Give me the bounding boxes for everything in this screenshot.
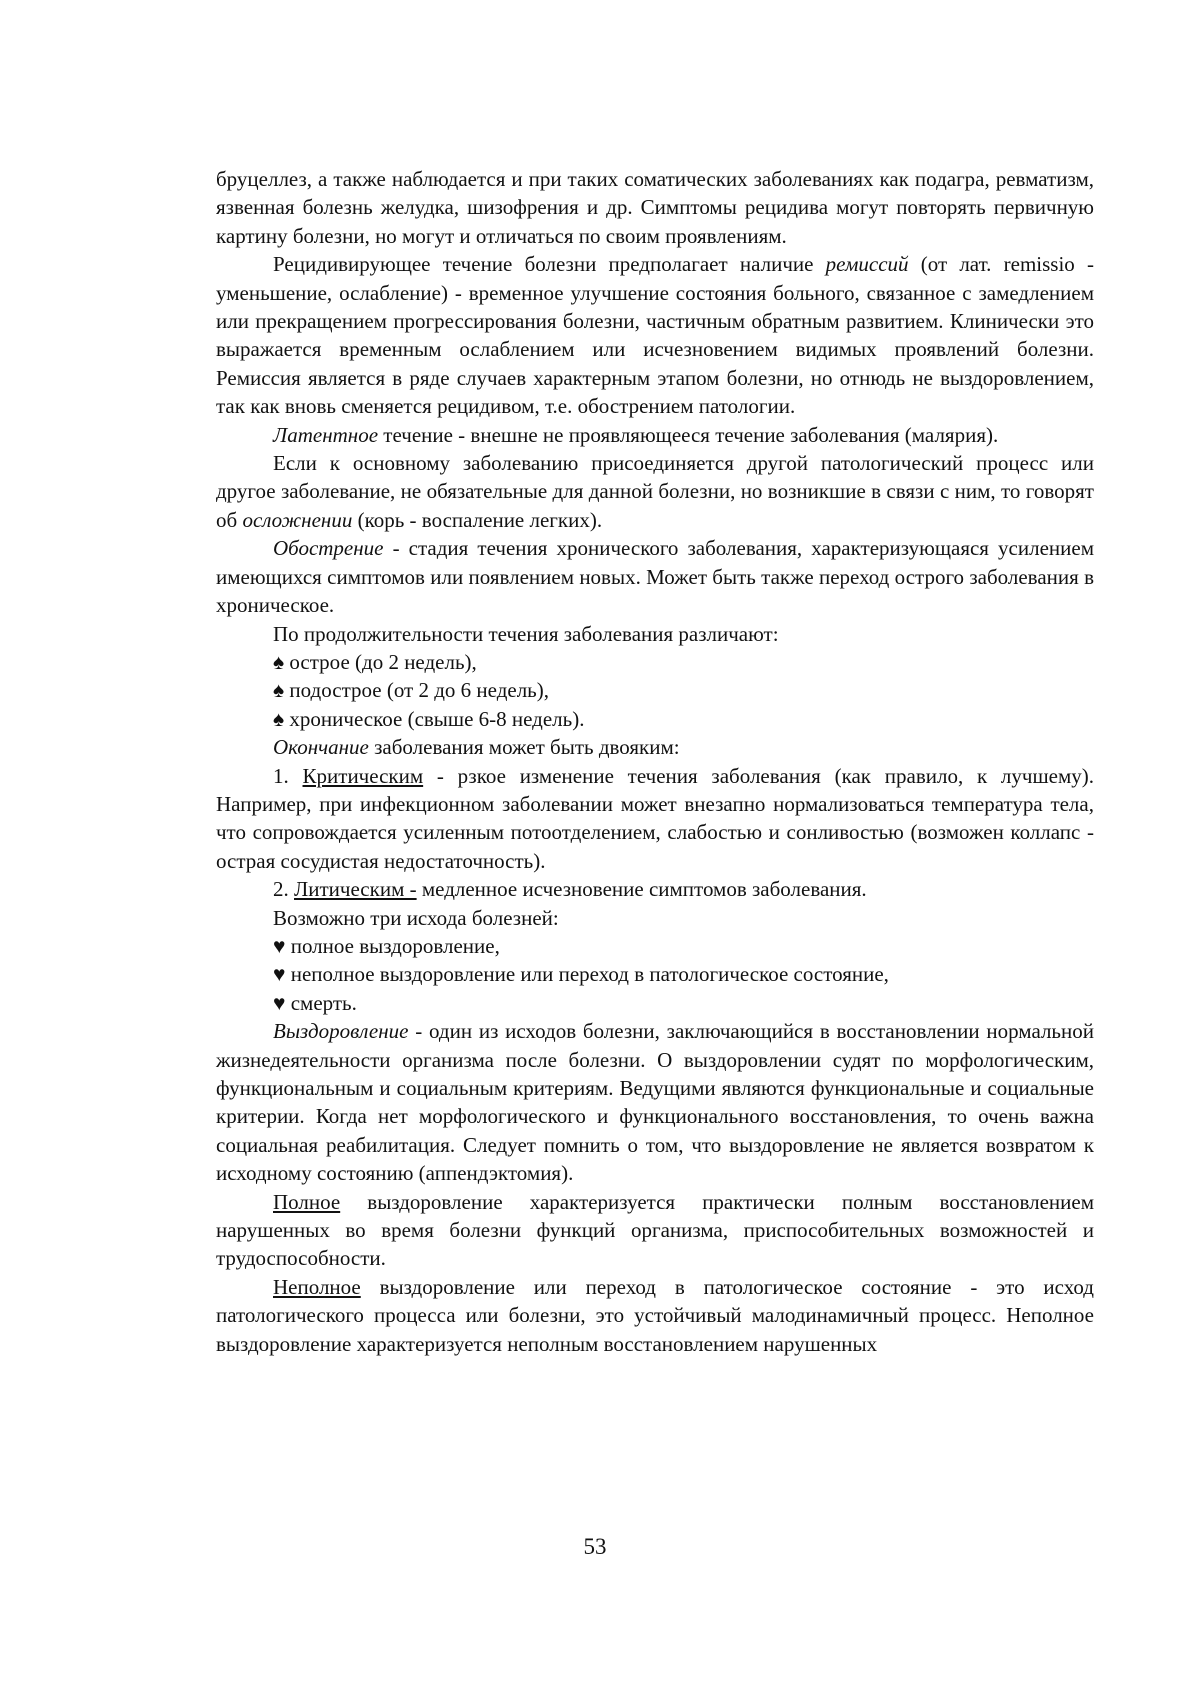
- paragraph-relapse-end: бруцеллез, а также наблюдается и при таких соматических заболеваниях как подагра, ревматизм, язвенная болезнь желудка, шизофрения и др. Симптомы рецидива могут повторять первичную картину болезни, но могут и отличаться по своим проявлениям.: [216, 167, 1094, 248]
- term-ending: Окончание: [273, 735, 369, 760]
- list-item-duration: ♠ подострое (от 2 до 6 недель),: [273, 678, 549, 703]
- term-latent: Латентное: [273, 422, 379, 447]
- paragraph-latent: Латентное течение - внешне не проявляющееся течение заболевания (малярия).: [273, 422, 999, 447]
- list-item-duration: ♠ острое (до 2 недель),: [273, 649, 477, 674]
- paragraph-exacerbation: Обострение - стадия течения хронического заболевания, характеризующаяся усилением имеющихся симптомов или появлением новых. Может быть также переход острого заболевания в хроническое.: [216, 536, 1094, 618]
- paragraph-outcomes-intro: Возможно три исхода болезней:: [273, 905, 559, 930]
- paragraph-remission: Рецидивирующее течение болезни предполагает наличие ремиссий (от лат. remissio - уменьшение, ослабление) - временное улучшение состояния больного, связанное с замедлением или прекращением прогрессирования болезни, частичным обратным развитием. Клинически это выражается временным ослаблением или исчезновением видимых проявлений болезни. Ремиссия является в ряде случаев характерным этапом болезни, но отнюдь не выздоровлением, так как вновь сменяется рецидивом, т.е. обострением патологии.: [216, 252, 1094, 419]
- term-critical: Критическим: [302, 763, 424, 788]
- list-item-outcome: ♥ неполное выздоровление или переход в патологическое состояние,: [273, 962, 889, 987]
- list-item-duration: ♠ хроническое (свыше 6-8 недель).: [273, 706, 585, 731]
- paragraph-lytic: 2. Литическим - медленное исчезновение симптомов заболевания.: [273, 877, 867, 902]
- document-body: [216, 165, 1094, 1358]
- paragraph-incomplete-recovery: Неполное выздоровление или переход в патологическое состояние - это исход патологического процесса или болезни, это устойчивый малодинамичный процесс. Неполное выздоровление характеризуется неполным восстановлением нарушенных: [216, 1274, 1094, 1356]
- paragraph-critical: 1. Критическим - рзкое изменение течения заболевания (как правило, к лучшему). Например, при инфекционном заболевании может внезапно нормализоваться температура тела, что сопровождается усиленным потоотделением, слабостью и сонливостью (возможен коллапс - острая сосудистая недостаточность).: [216, 763, 1095, 873]
- paragraph-ending: Окончание заболевания может быть двояким:: [273, 735, 680, 760]
- term-lytic: Литическим -: [294, 877, 417, 902]
- term-incomplete: Неполное: [273, 1274, 361, 1299]
- paragraph-full-recovery: Полное выздоровление характеризуется практически полным восстановлением нарушенных во время болезни функций организма, приспособительных возможностей и трудоспособности.: [216, 1189, 1094, 1271]
- term-full: Полное: [273, 1189, 341, 1214]
- term-recovery: Выздоровление: [273, 1019, 409, 1044]
- paragraph-duration-intro: По продолжительности течения заболевания различают:: [273, 621, 779, 646]
- paragraph-recovery: Выздоровление - один из исходов болезни, заключающийся в восстановлении нормальной жизнедеятельности организма после болезни. О выздоровлении судят по морфологическим, функциональным и социальным критериям. Ведущими являются функциональные и социальные критерии. Когда нет морфологического и функционального восстановления, то очень важна социальная реабилитация. Следует помнить о том, что выздоровление не является возвратом к исходному состоянию (аппендэктомия).: [216, 1019, 1094, 1186]
- page-number: 53: [583, 1534, 607, 1559]
- list-item-outcome: ♥ смерть.: [273, 990, 357, 1015]
- term-remission: ремиссий: [825, 252, 909, 277]
- term-complication: осложнении: [242, 507, 353, 532]
- list-item-outcome: ♥ полное выздоровление,: [273, 933, 500, 958]
- term-exacerbation: Обострение: [273, 536, 384, 561]
- paragraph-complication: Если к основному заболеванию присоединяется другой патологический процесс или другое заболевание, не обязательные для данной болезни, но возникшие в связи с ним, то говорят об осложнении (корь - воспаление легких).: [216, 451, 1094, 532]
